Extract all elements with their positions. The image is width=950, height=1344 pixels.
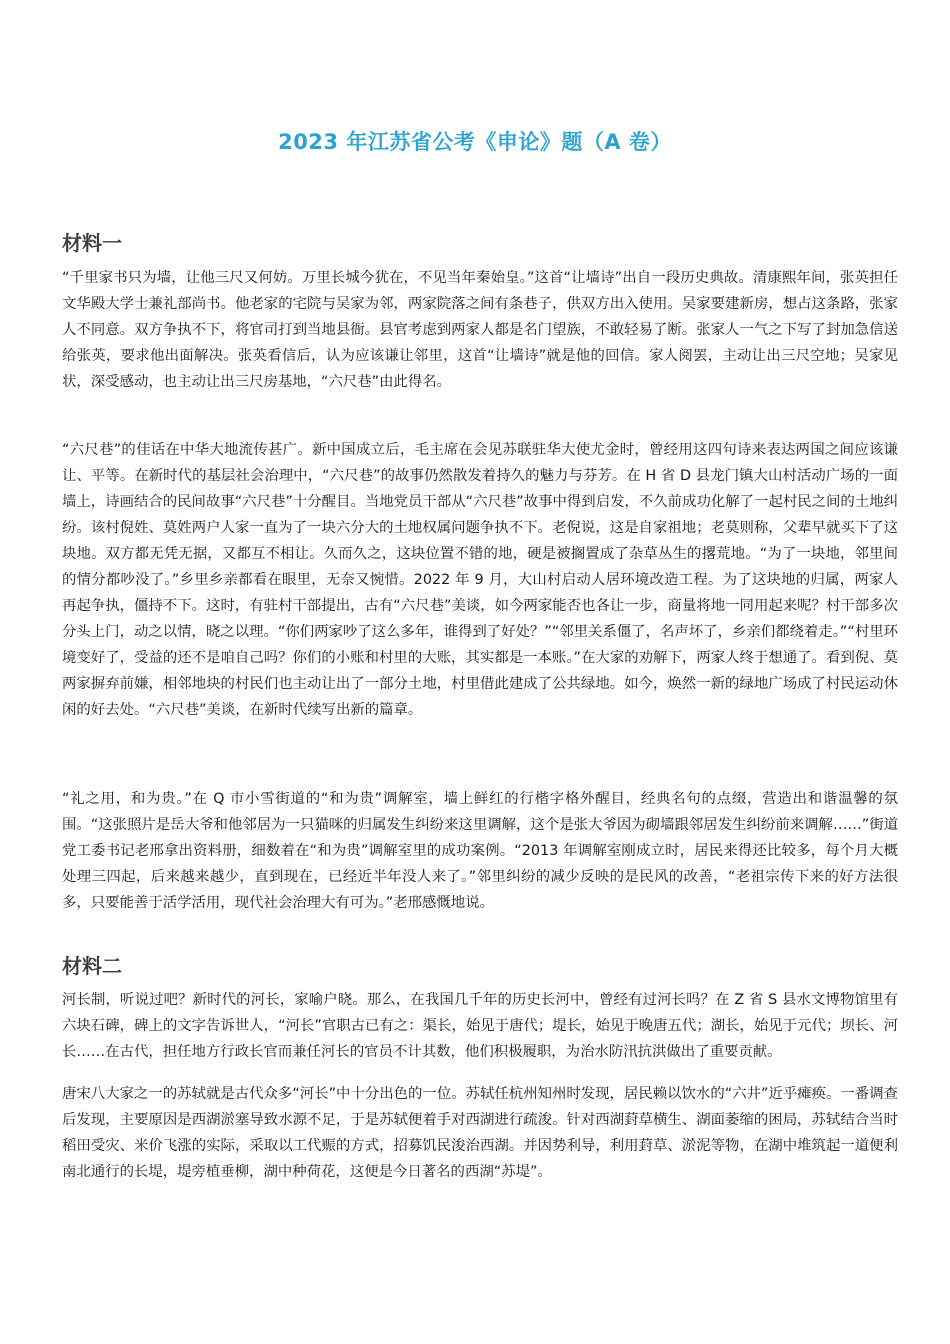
- paragraph: “礼之用，和为贵。”在 Q 市小雪街道的“和为贵”调解室，墙上鲜红的行楷字格外醒目，经典名句的点缀，营造出和谐温馨的氛围。“这张照片是岳大爷和他邻居为一只猫咪的归属发生纠纷来这里调解，这个是张大爷因为砌墙跟邻居发生纠纷前来调解……”街道党工委书记老邢拿出资料册，细数着在“和为贵”调解室里的成功案例。“2013 年调解室刚成立时，居民来得还比较多，每个月大概处理三四起，后来越来越少，直到现在，已经近半年没人来了。”邻里纠纷的减少反映的是民风的改善，“老祖宗传下来的好方法很多，只要能善于活学活用，现代社会治理大有可为。”老邢感慨地说。: [62, 791, 898, 911]
- section-heading-material-1: 材料一: [62, 231, 122, 255]
- paragraph: 唐宋八大家之一的苏轼就是古代众多“河长”中十分出色的一位。苏轼任杭州知州时发现，居民赖以饮水的“六井”近乎瘫痪。一番调查后发现，主要原因是西湖淤塞导致水源不足，于是苏轼便着手对西湖进行疏浚。针对西湖葑草横生、湖面萎缩的困局，苏轼结合当时稻田受灾、米价飞涨的实际，采取以工代赈的方式，招募饥民浚治西湖。并因势利导，利用葑草、淤泥等物，在湖中堆筑起一道便利南北通行的长堤，堤旁植垂柳，湖中种荷花，这便是今日著名的西湖“苏堤”。: [62, 1086, 898, 1180]
- paragraph: 河长制，听说过吧？新时代的河长，家喻户晓。那么，在我国几千年的历史长河中，曾经有过河长吗？在 Z 省 S 县水文博物馆里有六块石碑，碑上的文字告诉世人，“河长”官职古已有之：渠长，始见于唐代；堤长，始见于晚唐五代；湖长，始见于元代；坝长、河长……在古代，担任地方行政长官而兼任河长的官员不计其数，他们积极履职，为治水防汛抗洪做出了重要贡献。: [62, 992, 898, 1060]
- paragraph: “六尺巷”的佳话在中华大地流传甚广。新中国成立后，毛主席在会见苏联驻华大使尤金时，曾经用这四句诗来表达两国之间应该谦让、平等。在新时代的基层社会治理中，“六尺巷”的故事仍然散发着持久的魅力与芬芳。在 H 省 D 县龙门镇大山村活动广场的一面墙上，诗画结合的民间故事“六尺巷”十分醒目。当地党员干部从“六尺巷”故事中得到启发，不久前成功化解了一起村民之间的土地纠纷。该村倪姓、莫姓两户人家一直为了一块六分大的土地权属问题争执不下。老倪说，这是自家祖地；老莫则称，父辈早就买下了这块地。双方都无凭无据，又都互不相让。久而久之，这块位置不错的地，硬是被搁置成了杂草丛生的撂荒地。“为了一块地，邻里间的情分都吵没了。”乡里乡亲都看在眼里，无奈又惋惜。2022 年 9 月，大山村启动人居环境改造工程。为了这块地的归属，两家人再起争执，僵持不下。这时，有驻村干部提出，古有“六尺巷”美谈，如今两家能否也各让一步，商量将地一同用起来呢？村干部多次分头上门，动之以情，晓之以理。“你们两家吵了这么多年，谁得到了好处？”“邻里关系僵了，名声坏了，乡亲们都绕着走。”“村里环境变好了，受益的还不是咱自己吗？你们的小账和村里的大账，其实都是一本账。”在大家的劝解下，两家人终于想通了。看到倪、莫两家摒弃前嫌，相邻地块的村民们也主动让出了一部分土地，村里借此建成了公共绿地。如今，焕然一新的绿地广场成了村民运动休闲的好去处。“六尺巷”美谈，在新时代续写出新的篇章。: [62, 442, 898, 718]
- section-heading-material-2: 材料二: [62, 954, 122, 978]
- page-title: 2023 年江苏省公考《申论》题（A 卷）: [278, 130, 672, 154]
- paragraph: “千里家书只为墙，让他三尺又何妨。万里长城今犹在，不见当年秦始皇。”这首“让墙诗”出自一段历史典故。清康熙年间，张英担任文华殿大学士兼礼部尚书。他老家的宅院与吴家为邻，两家院落之间有条巷子，供双方出入使用。吴家要建新房，想占这条路，张家人不同意。双方争执不下，将官司打到当地县衙。县官考虑到两家人都是名门望族，不敢轻易了断。张家人一气之下写了封加急信送给张英，要求他出面解决。张英看信后，认为应该谦让邻里，这首“让墙诗”就是他的回信。家人阅罢，主动让出三尺空地；吴家见状，深受感动，也主动让出三尺房基地，“六尺巷”由此得名。: [62, 270, 898, 390]
